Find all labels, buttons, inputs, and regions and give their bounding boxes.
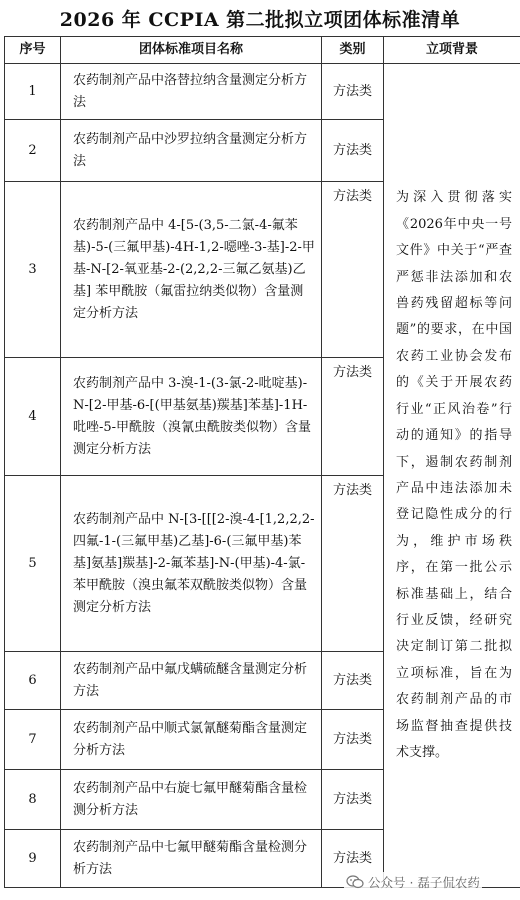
page-title: 2026 年 CCPIA 第二批拟立项团体标准清单	[59, 9, 461, 31]
row-name: 农药制剂产品中顺式氯氰醚菊酯含量测定分析方法	[61, 710, 322, 770]
row-category: 方法类	[322, 476, 384, 652]
row-num: 3	[5, 182, 61, 358]
row-num: 9	[5, 830, 61, 888]
row-num: 2	[5, 120, 61, 182]
wechat-icon	[346, 875, 364, 889]
row-category: 方法类	[322, 182, 384, 358]
table-header-row	[5, 37, 520, 64]
row-num: 8	[5, 770, 61, 830]
row-category: 方法类	[322, 652, 384, 710]
row-num: 7	[5, 710, 61, 770]
row-category: 方法类	[322, 770, 384, 830]
row-name: 农药制剂产品中氟戊螨硫醚含量测定分析方法	[61, 652, 322, 710]
table-row	[5, 64, 520, 120]
row-category: 方法类	[322, 710, 384, 770]
background-cell: 为深入贯彻落实《2026年中央一号文件》中关于“严查严惩非法添加和农兽药残留超标等问题”的要求，在中国农药工业协会发布的《关于开展农药行业“正风治卷”行动的通知》的指导下，遏制农药制剂产品中违法添加未登记隐性成分的行为，维护市场秩序，在第一批公示标准基础上，结合行业反馈，经研究决定制订第二批拟立项标准，旨在为农药制剂产品的市场监督抽查提供技术支撑。	[384, 64, 520, 888]
row-name: 农药制剂产品中 4-[5-(3,5-二氯-4-氟苯基)-5-(三氟甲基)-4H-1,2-噁唑-3-基]-2-甲基-N-[2-氧亚基-2-(2,2,2-三氟乙氨基)乙基] 苯甲酰胺（氟雷拉纳类似物）含量测定分析方法	[61, 182, 322, 358]
row-category: 方法类	[322, 64, 384, 120]
row-name: 农药制剂产品中沙罗拉纳含量测定分析方法	[61, 120, 322, 182]
row-num: 5	[5, 476, 61, 652]
row-name: 农药制剂产品中 3-溴-1-(3-氯-2-吡啶基)-N-[2-甲基-6-[(甲基氨基)羰基]苯基]-1H-吡唑-5-甲酰胺（溴氰虫酰胺类似物）含量测定分析方法	[61, 358, 322, 476]
row-name: 农药制剂产品中七氟甲醚菊酯含量检测分析方法	[61, 830, 322, 888]
header-num: 序号	[5, 37, 61, 64]
row-num: 4	[5, 358, 61, 476]
row-name: 农药制剂产品中右旋七氟甲醚菊酯含量检测分析方法	[61, 770, 322, 830]
row-category: 方法类	[322, 830, 384, 888]
row-num: 1	[5, 64, 61, 120]
watermark	[344, 872, 482, 892]
watermark-text: 公众号 · 磊子侃农药	[368, 875, 480, 890]
row-name: 农药制剂产品中 N-[3-[[[2-溴-4-[1,2,2,2-四氟-1-(三氟甲基)乙基]-6-(三氟甲基)苯基]氨基]羰基]-2-氟苯基]-N-(甲基)-4-氯-苯甲酰胺（溴虫氟苯双酰胺类似物）含量测定分析方法	[61, 476, 322, 652]
row-category: 方法类	[322, 358, 384, 476]
row-category: 方法类	[322, 120, 384, 182]
row-num: 6	[5, 652, 61, 710]
header-name: 团体标准项目名称	[61, 37, 322, 64]
header-category: 类别	[322, 37, 384, 64]
row-name: 农药制剂产品中洛替拉纳含量测定分析方法	[61, 64, 322, 120]
standards-table	[4, 36, 520, 888]
header-background: 立项背景	[384, 37, 520, 64]
